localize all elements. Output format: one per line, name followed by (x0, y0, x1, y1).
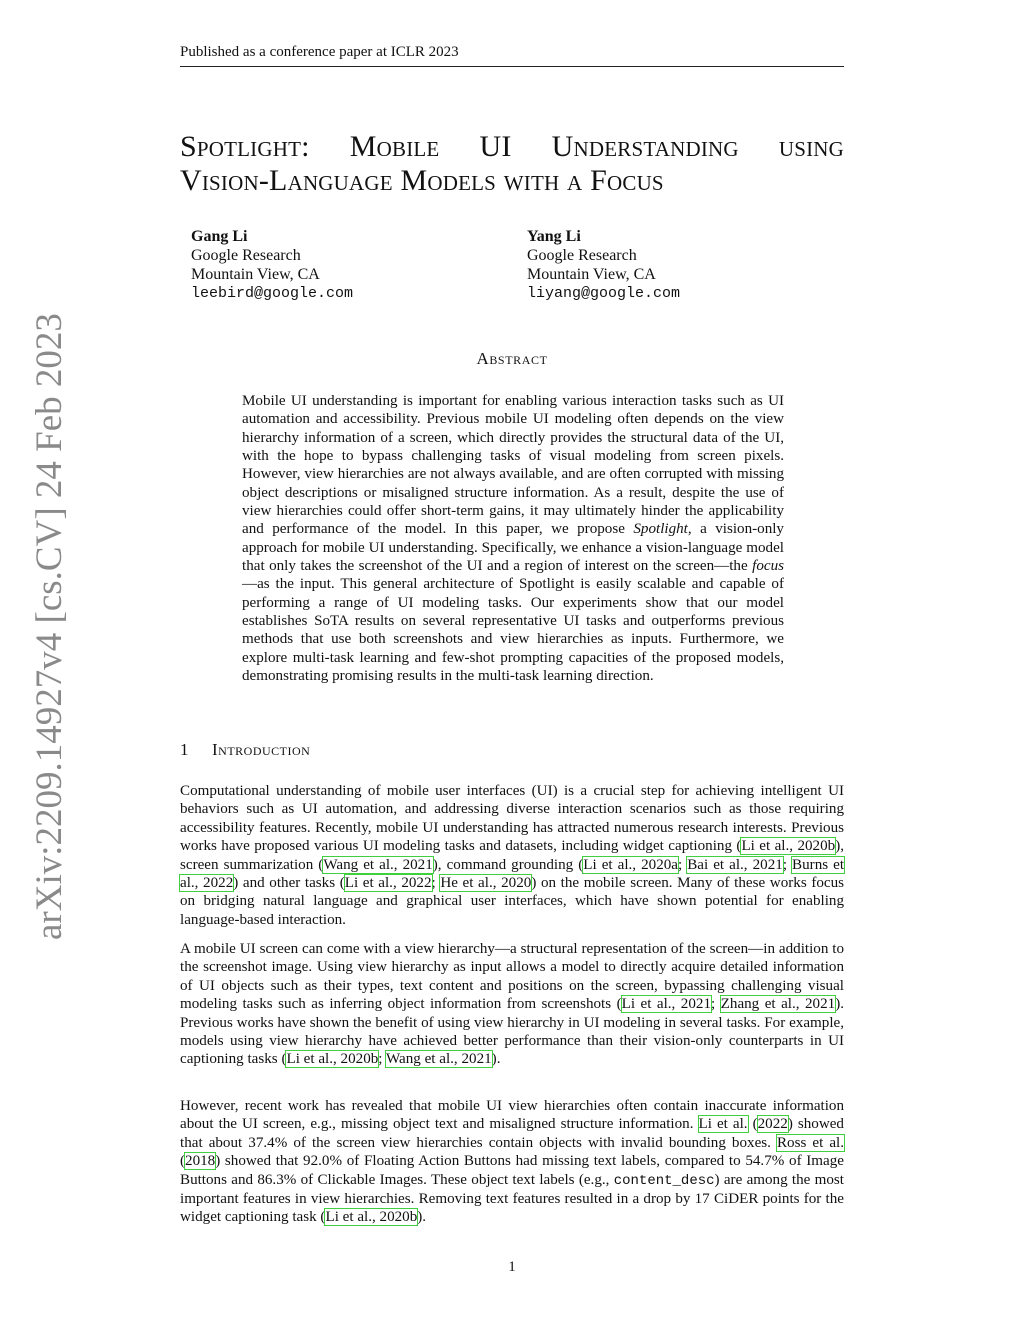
author-email[interactable]: liyang@google.com (527, 285, 681, 302)
citation-link[interactable]: Ross et al. (776, 1134, 844, 1151)
text: A mobile UI screen can come with a view hierarchy—a structural representation of the screen—in addition to the screenshot image. Using view hierarchy as input allows a model to directly acquire detailed information of UI objects such as their types, text content and positions on the screen, bypassing challenging visual modeling tasks such as inferring object information from screenshots ( (180, 941, 844, 1013)
text: ; (711, 996, 721, 1013)
author-affiliation: Google Research (527, 247, 637, 264)
author-block (527, 227, 680, 303)
citation-link[interactable]: Li et al., 2020b (741, 838, 836, 855)
text: ) on the mobile screen. Many of these works focus on bridging natural language and graphical user interfaces, which have shown potential for enabling language-based interaction. (180, 875, 845, 928)
abstract-text: Mobile UI understanding is important for enabling various interaction tasks such as UI automation and accessibility. Previous mobile UI modeling often depends on the view hierarchy information of a screen, which directly provides the structural data of the UI, with the hope to bypass challenging tasks of visual modeling from screen pixels. However, view hierarchies are not always available, and are often corrupted with missing object descriptions or misaligned structure information. As a result, despite the use of view hierarchies could offer short-term gains, it may ultimately hinder the applicability and performance of the model. In this paper, we propose (242, 393, 784, 538)
page-number: 1 (508, 1259, 516, 1275)
abstract-text: —as the input. This general architecture of Spotlight is easily scalable and capable of performing a range of UI modeling tasks. Our experiments show that our model establishes SoTA results on several representative UI tasks and outperforms previous methods that use both screenshots and view hierarchies as inputs. Furthermore, we explore multi-task learning and few-shot prompting capacities of the proposed models, demonstrating promising results in the multi-task learning direction. (242, 576, 784, 685)
title-word: Spotlight: (180, 130, 310, 163)
citation-link[interactable]: Li et al., 2020b (286, 1051, 379, 1068)
text: ; (782, 856, 793, 873)
author-location: Mountain View, CA (191, 266, 320, 283)
text: ) are among the most important features in view hierarchies. Removing text features resulted in a drop by 17 CiDER points for the widget captioning task ( (180, 1171, 845, 1226)
intro-paragraph (180, 940, 844, 1069)
author-name: Gang Li (191, 228, 248, 245)
text: ), command grounding ( (432, 856, 584, 873)
abstract-heading: Abstract (476, 349, 548, 368)
text: Computational understanding of mobile user interfaces (UI) is a crucial step for achieving intelligent UI behaviors such as UI automation, and addressing diverse interaction scenarios such as those requiring accessibility features. Recently, mobile UI understanding has attracted numerous research interests. Previous works have proposed various UI modeling tasks and datasets, including widget captioning ( (180, 783, 844, 855)
paper-title (180, 130, 844, 198)
citation-link[interactable]: Li et al., 2020b (325, 1209, 418, 1226)
citation-link[interactable]: He et al., 2020 (440, 875, 532, 892)
abstract-text: , a vision-only approach for mobile UI understanding. Specifically, we enhance a vision-language model that only takes the screenshot of the UI and a region of interest on the screen—the (242, 521, 784, 575)
title-word: Understanding (551, 130, 739, 163)
section-number: 1 (180, 740, 189, 759)
text: However, recent work has revealed that mobile UI view hierarchies often contain inaccurate information about the UI screen, e.g., missing object text and misaligned structure information. (180, 1098, 844, 1133)
text: ; (678, 856, 688, 873)
text: ( (180, 1153, 186, 1170)
title-word: UI (479, 130, 512, 163)
citation-link[interactable]: Burns et al., 2022 (180, 856, 845, 892)
author-email[interactable]: leebird@google.com (191, 285, 354, 302)
section-title: Introduction (212, 740, 311, 759)
code-term: content_desc (613, 1172, 715, 1189)
arxiv-identifier: arXiv:2209.14927v4 [cs.CV] 24 Feb 2023 (29, 313, 70, 940)
running-head: Published as a conference paper at ICLR 2023 (180, 44, 844, 67)
citation-link[interactable]: 2022 (757, 1116, 788, 1133)
citation-link[interactable]: 2018 (185, 1153, 216, 1170)
citation-link[interactable]: Li et al., 2022 (344, 875, 432, 892)
citation-link[interactable]: Li et al., 2020a (583, 856, 678, 873)
author-name: Yang Li (527, 228, 581, 245)
author-affiliation: Google Research (191, 247, 301, 264)
text: ). Previous works have shown the benefit of using view hierarchy in UI modeling in several tasks. For example, models using view hierarchy have achieved better performance than their vision-only counterparts in UI captioning tasks ( (180, 996, 844, 1068)
citation-link[interactable]: Bai et al., 2021 (687, 856, 783, 873)
intro-paragraph (180, 1097, 844, 1227)
text: ), screen summarization ( (180, 838, 844, 873)
text: ) and other tasks ( (233, 875, 345, 892)
text: ( (747, 1116, 758, 1133)
text: ) showed that 92.0% of Floating Action Buttons had missing text labels, compared to 54.7% of Image Buttons and 86.3% of Clickable Images. These object text labels (e.g., (180, 1153, 844, 1188)
text: ) showed that about 37.4% of the screen view hierarchies contain objects with invalid bounding boxes. (180, 1116, 844, 1151)
citation-link[interactable]: Li et al. (698, 1116, 748, 1133)
citation-link[interactable]: Wang et al., 2021 (386, 1051, 492, 1068)
section-heading (180, 740, 310, 760)
title-word: Mobile (349, 130, 440, 163)
citation-link[interactable]: Wang et al., 2021 (323, 856, 433, 873)
text: ). (491, 1051, 501, 1068)
title-line-1 (180, 130, 844, 164)
title-word: using (778, 130, 844, 163)
text: ; (431, 875, 441, 892)
citation-link[interactable]: Li et al., 2021 (621, 996, 711, 1013)
abstract-emphasis: focus (752, 558, 784, 575)
intro-paragraph (180, 782, 844, 929)
author-location: Mountain View, CA (527, 266, 656, 283)
author-block (191, 227, 353, 303)
abstract-emphasis: Spotlight (633, 521, 688, 538)
citation-link[interactable]: Zhang et al., 2021 (720, 996, 836, 1013)
text: ). (417, 1209, 427, 1226)
text: ; (378, 1051, 386, 1068)
title-line-2: Vision-Language Models with a Focus (180, 164, 664, 197)
abstract-body (242, 392, 784, 686)
